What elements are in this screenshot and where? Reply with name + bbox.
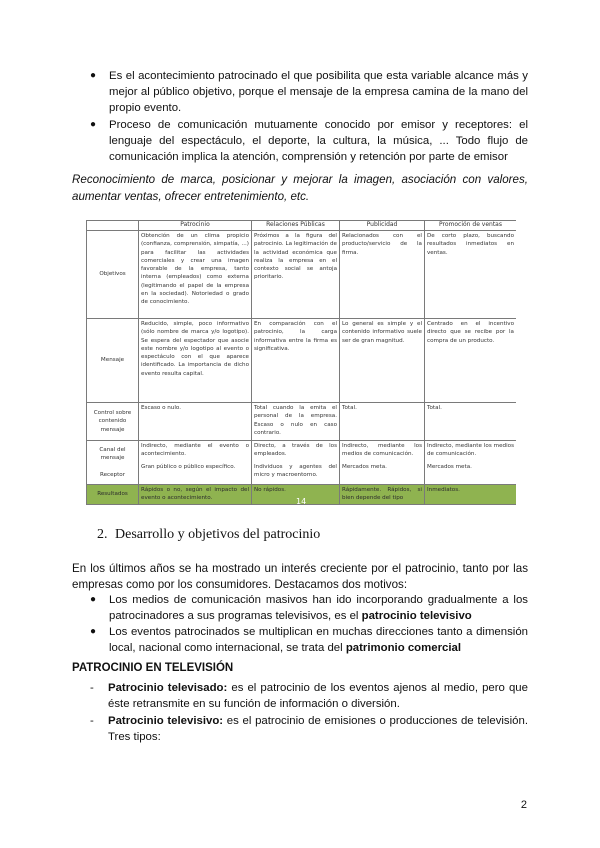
table-cell: Rápidamente. Rápidos, si bien depende del tipo xyxy=(340,485,425,505)
row-label: Control sobre contenido mensaje xyxy=(87,403,139,441)
table-cell: No rápidos. xyxy=(252,485,340,505)
definition-text: es el patrocinio de los eventos ajenos al medio, pero que éste retransmite en su función de información o diversión. xyxy=(108,682,528,710)
page-number: 2 xyxy=(520,799,527,811)
table-cell: De corto plazo, buscando resultados inmediatos en ventas. xyxy=(425,231,517,319)
table-cell: Total. xyxy=(425,403,517,441)
definition-text: es el patrocinio de emisiones o producciones de televisión. Tres tipos: xyxy=(108,715,528,743)
table-header: Relaciones Públicas xyxy=(252,221,340,231)
bullet-bold-term: patrimonio comercial xyxy=(345,642,462,654)
comparison-table xyxy=(86,220,516,505)
row-label-channel: Canal del mensaje xyxy=(99,447,126,462)
table-cell: Obtención de un clima propicio (confianza, comprensión, simpatía, ...) para facilitar las actividades comerciales y crear una imagen favorable de la empresa, tanto interna (empleados) como externa (legitimando el papel de la empresa en la sociedad). Notoriedad o grado de conocimiento. xyxy=(139,231,252,319)
table-header xyxy=(87,221,139,231)
table-cell: Inmediatos. xyxy=(425,485,517,505)
table-cell: Escaso o nulo. xyxy=(139,403,252,441)
table-cell: Indirecto, mediante el evento o acontecimiento. Gran público o público específico. xyxy=(139,441,252,485)
comparison-table-figure xyxy=(86,220,516,512)
bullet-text: Los medios de comunicación masivos han ido incorporando gradualmente a los patrocinadores a sus programas televisivos, es el xyxy=(109,594,528,622)
figure-page-number: 14 xyxy=(296,497,307,506)
list-item xyxy=(88,624,528,656)
row-label: Resultados xyxy=(87,485,139,505)
table-cell: Lo general es simple y el contenido informativo suele ser de gran magnitud. xyxy=(340,319,425,403)
list-item xyxy=(88,117,528,166)
motive-bullet-list xyxy=(88,592,528,656)
dash-icon: - xyxy=(90,715,94,727)
table-cell: Reducido, simple, poco informativo (sólo nombre de marca y/o logotipo). Se espera del espectador que asocie este nombre y/o logotipo al evento o espectáculo con el que aparece identificado. La importancia de dicho evento resulta capital. xyxy=(139,319,252,403)
list-item xyxy=(88,713,528,745)
dash-icon: - xyxy=(90,682,94,694)
row-label: Objetivos xyxy=(87,231,139,319)
table-row xyxy=(87,441,517,485)
table-cell: Indirecto, mediante los medios de comunicación. Mercados meta. xyxy=(340,441,425,485)
intro-paragraph: En los últimos años se ha mostrado un interés creciente por el patrocinio, tanto por las empresas como por los consumidores. Destacamos dos motivos: xyxy=(72,562,528,591)
table-cell: Total cuando la emita el personal de la empresa. Escaso o nulo en caso contrario. xyxy=(252,403,340,441)
table-cell: Indirecto, mediante los medios de comunicación. Mercados meta. xyxy=(425,441,517,485)
bullet-icon: ● xyxy=(90,626,97,637)
top-bullet-list xyxy=(88,68,528,165)
table-cell: En comparación con el patrocinio, la carga informativa entre la firma es significativa. xyxy=(252,319,340,403)
table-header: Patrocinio xyxy=(139,221,252,231)
section-heading xyxy=(97,527,320,543)
bullet-text: Los eventos patrocinados se multiplican en muchas direcciones tanto a dimensión local, nacional como internacional, se trata del xyxy=(109,626,528,654)
tv-heading: PATROCINIO EN TELEVISIÓN xyxy=(72,662,234,674)
row-label-receptor: Receptor xyxy=(99,471,126,478)
table-row xyxy=(87,319,517,403)
list-item xyxy=(88,592,528,624)
table-cell: Próximos a la figura del patrocinio. La legitimación de la actividad económica que realiza la empresa en el contexto social se antoja prioritario. xyxy=(252,231,340,319)
table-cell: Total. xyxy=(340,403,425,441)
italic-summary-paragraph: Reconocimiento de marca, posicionar y mejorar la imagen, asociación con valores, aumentar ventas, ofrecer entretenimiento, etc. xyxy=(72,173,528,203)
table-cell: Directo, a través de los empleados. Individuos y agentes del micro y macroentorno. xyxy=(252,441,340,485)
list-item xyxy=(88,68,528,117)
bullet-icon: ● xyxy=(90,118,97,130)
table-cell: Relacionados con el producto/servicio de la firma. xyxy=(340,231,425,319)
row-label: Mensaje xyxy=(87,319,139,403)
list-item xyxy=(88,680,528,712)
table-cell: Rápidos o no, según el impacto del evento o acontecimiento. xyxy=(139,485,252,505)
table-header: Publicidad xyxy=(340,221,425,231)
tv-definition-list xyxy=(88,680,528,746)
bullet-icon: ● xyxy=(90,594,97,605)
bullet-icon: ● xyxy=(90,70,97,81)
definition-term: Patrocinio televisado: xyxy=(108,682,228,694)
section-title: Desarrollo y objetivos del patrocinio xyxy=(115,527,321,542)
row-label xyxy=(87,441,139,485)
table-row xyxy=(87,231,517,319)
definition-term: Patrocinio televisivo: xyxy=(108,715,224,727)
table-header-row xyxy=(87,221,517,231)
table-header: Promoción de ventas xyxy=(425,221,517,231)
section-number: 2. xyxy=(97,527,108,542)
bullet-bold-term: patrocinio televisivo xyxy=(361,610,472,622)
table-row xyxy=(87,403,517,441)
table-cell: Centrado en el incentivo directo que se recibe por la compra de un producto. xyxy=(425,319,517,403)
bullet-text: Es el acontecimiento patrocinado el que posibilita que esta variable alcance más y mejor al público objetivo, porque el mensaje de la empresa camina de la mano del propio evento. xyxy=(109,70,528,115)
bullet-text: Proceso de comunicación mutuamente conocido por emisor y receptores: el lenguaje del espectáculo, el deporte, la cultura, la música, ... Todo flujo de comunicación implica la atención, comprensión y retención por parte de emisor xyxy=(109,118,528,164)
